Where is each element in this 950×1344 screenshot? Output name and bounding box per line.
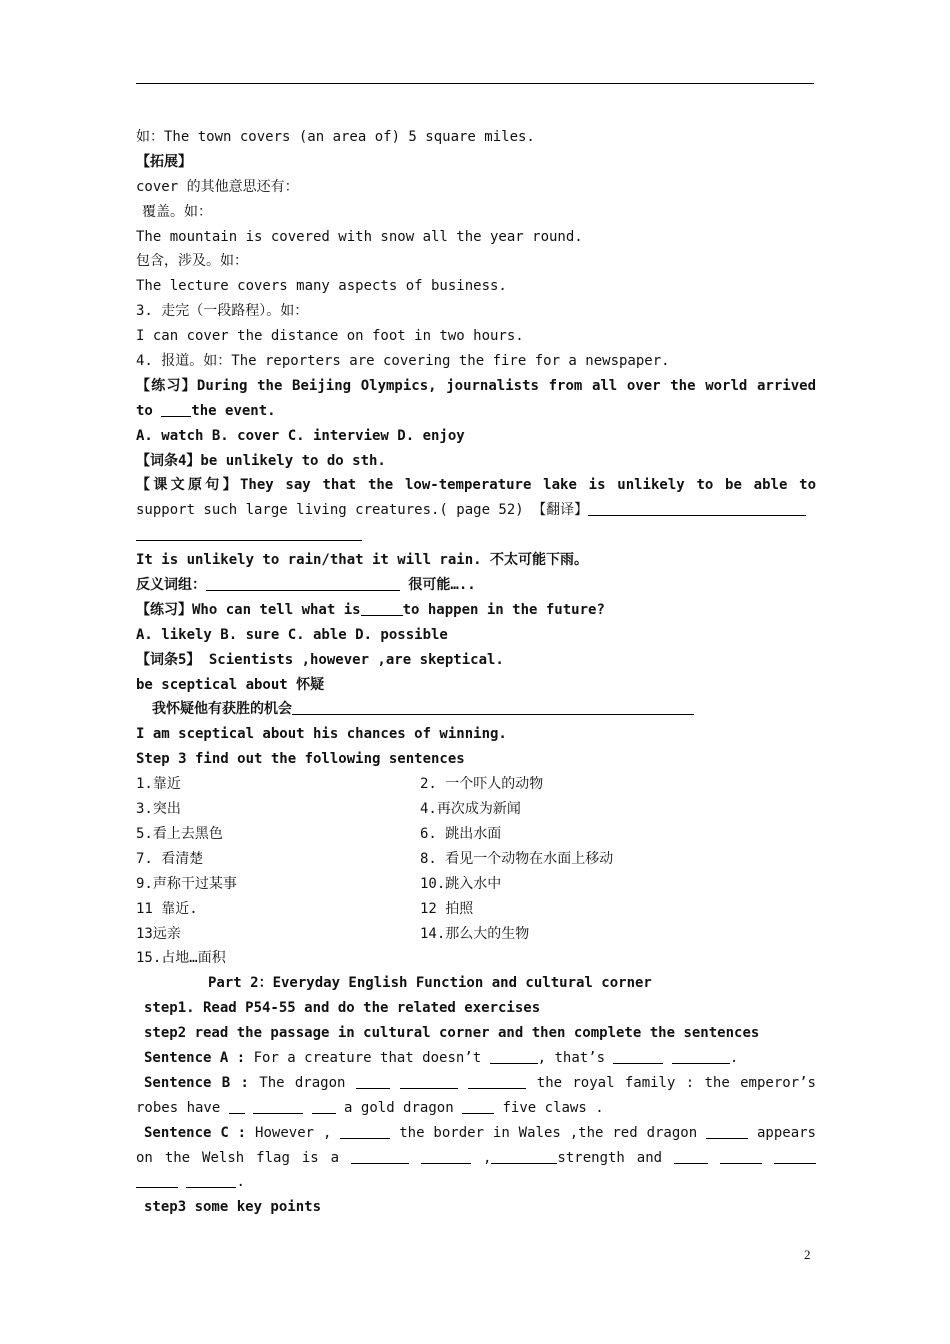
text-fragment: .	[729, 1049, 739, 1066]
text-line: 如：The town covers (an area of) 5 square miles.	[136, 129, 535, 145]
text-fragment: For a creature that doesn’t	[253, 1049, 482, 1066]
sentence-label: Sentence A :	[144, 1049, 246, 1066]
answer-blank	[229, 1099, 245, 1114]
text-fragment: the border in Wales ,the red dragon	[399, 1124, 698, 1141]
text-line: 包含，涉及。如：	[136, 253, 248, 270]
phrase-row	[136, 872, 816, 897]
text-fragment: 我怀疑他有获胜的机会	[152, 701, 292, 718]
sentence-b	[136, 1071, 816, 1096]
phrase-item: 7. 看清楚	[136, 850, 204, 867]
answer-blank	[588, 501, 806, 516]
answer-blank	[351, 1149, 409, 1164]
phrase-row	[136, 797, 816, 822]
text-fragment: robes have	[136, 1099, 221, 1116]
answer-blank	[340, 1124, 390, 1139]
entry-heading: 【词条4】be unlikely to do sth.	[136, 452, 386, 469]
text-line: I can cover the distance on foot in two hours.	[136, 328, 524, 345]
phrase-item: 4.再次成为新闻	[420, 801, 521, 818]
header-rule	[136, 83, 814, 84]
text-line: be sceptical about 怀疑	[136, 676, 325, 693]
text-line	[136, 498, 816, 523]
text-fragment: 很可能…..	[400, 577, 476, 594]
sentence-c-end	[136, 1170, 816, 1195]
answer-blank	[674, 1149, 708, 1164]
sentence-c	[136, 1121, 816, 1146]
step-heading: step3 some key points	[144, 1199, 322, 1216]
options-line: A. likely B. sure C. able D. possible	[136, 626, 448, 643]
answer-blank	[206, 576, 400, 591]
text-line	[136, 697, 816, 722]
text-line: 4. 报道。如：The reporters are covering the fire for a newspaper.	[136, 353, 670, 370]
text-fragment: appears	[756, 1124, 816, 1141]
text-fragment: , that’s	[537, 1049, 606, 1066]
phrase-row	[136, 847, 816, 872]
blank-line	[136, 523, 816, 548]
step-heading: Step 3 find out the following sentences	[136, 751, 465, 768]
sentence-b-cont	[136, 1096, 816, 1121]
answer-blank	[136, 1173, 178, 1188]
text-fragment: .	[236, 1174, 245, 1191]
sentence-a	[136, 1046, 816, 1071]
phrase-item: 6. 跳出水面	[420, 825, 502, 842]
answer-blank	[400, 1074, 458, 1089]
text-fragment: ,	[482, 1149, 492, 1166]
page-number: 2	[804, 1247, 811, 1262]
exercise-line: 【练习】During the Beijing Olympics, journalists from all over the world arrived	[136, 377, 816, 394]
options-line: A. watch B. cover C. interview D. enjoy	[136, 427, 465, 444]
answer-blank	[361, 601, 403, 616]
exercise-line	[136, 399, 816, 424]
phrase-item: 11 靠近.	[136, 900, 198, 917]
phrase-item: 12 拍照	[420, 900, 474, 917]
phrase-item: 15.占地…面积	[136, 950, 226, 967]
answer-blank	[312, 1099, 336, 1114]
answer-blank	[136, 526, 362, 541]
phrase-row	[136, 822, 816, 847]
phrase-item: 1.靠近	[136, 776, 181, 793]
text-fragment: strength and	[557, 1149, 663, 1166]
phrase-row	[136, 772, 816, 797]
sentence-c-cont	[136, 1146, 816, 1171]
step-heading: step2 read the passage in cultural corner and then complete the sentences	[144, 1025, 760, 1042]
text-line: It is unlikely to rain/that it will rain. 不太可能下雨。	[136, 552, 589, 569]
answer-blank	[462, 1099, 494, 1114]
answer-blank	[720, 1149, 762, 1164]
answer-blank	[706, 1124, 748, 1139]
answer-blank	[186, 1173, 236, 1188]
phrase-item: 3.突出	[136, 801, 181, 818]
answer-blank	[491, 1149, 557, 1164]
text-fragment: on the Welsh flag is a	[136, 1149, 340, 1166]
phrase-item: 8. 看见一个动物在水面上移动	[420, 850, 614, 867]
phrase-row	[136, 922, 816, 947]
phrase-row	[136, 897, 816, 922]
text-line: The mountain is covered with snow all the year round.	[136, 228, 583, 245]
text-line	[136, 473, 816, 498]
text-fragment: to happen in the future?	[402, 601, 605, 618]
part-heading: Part 2：Everyday English Function and cultural corner	[208, 975, 652, 992]
answer-blank	[253, 1099, 303, 1114]
text-fragment: a gold dragon	[344, 1099, 454, 1116]
text-fragment: support such large living creatures.( page 52) 【翻译】	[136, 502, 589, 519]
section-heading: 【拓展】	[136, 153, 192, 170]
phrase-item: 10.跳入水中	[420, 875, 502, 892]
answer-blank	[672, 1049, 730, 1064]
phrase-item: 14.那么大的生物	[420, 925, 530, 942]
text-fragment: However ,	[255, 1124, 332, 1141]
text-line: The lecture covers many aspects of business.	[136, 278, 507, 295]
step-heading: step1. Read P54-55 and do the related exercises	[144, 1000, 541, 1017]
text-line: 3. 走完（一段路程）。如：	[136, 303, 309, 320]
text-line: 覆盖。如：	[142, 203, 212, 220]
answer-blank	[490, 1049, 538, 1064]
text-fragment: 【课文原句】They say that the low-temperature lake is unlikely to be able to	[136, 477, 816, 494]
answer-blank	[161, 402, 191, 417]
text-fragment: The dragon	[259, 1074, 346, 1091]
text-fragment: five claws .	[502, 1099, 604, 1116]
sentence-label: Sentence C :	[144, 1124, 247, 1141]
text-fragment: to	[136, 402, 162, 419]
phrase-item: 2. 一个吓人的动物	[420, 776, 544, 793]
answer-blank	[613, 1049, 663, 1064]
exercise-line	[136, 598, 816, 623]
answer-blank	[292, 700, 694, 715]
phrase-item: 13远亲	[136, 925, 181, 942]
text-fragment: the royal family : the emperor’s	[536, 1074, 816, 1091]
text-fragment: 【练习】Who can tell what is	[136, 601, 361, 618]
phrase-item: 5.看上去黑色	[136, 825, 223, 842]
text-fragment: 反义词组：	[136, 577, 206, 594]
answer-blank	[356, 1074, 390, 1089]
text-line: cover 的其他意思还有：	[136, 178, 299, 195]
text-fragment: the event.	[191, 402, 276, 419]
answer-blank	[421, 1149, 471, 1164]
phrase-item: 9.声称干过某事	[136, 875, 237, 892]
sentence-label: Sentence B :	[144, 1074, 249, 1091]
text-line: I am sceptical about his chances of winning.	[136, 726, 507, 743]
text-line	[136, 573, 816, 598]
document-body	[136, 125, 816, 1220]
answer-blank	[774, 1149, 816, 1164]
entry-heading: 【词条5】 Scientists ,however ,are skeptical.	[136, 651, 504, 668]
answer-blank	[468, 1074, 526, 1089]
